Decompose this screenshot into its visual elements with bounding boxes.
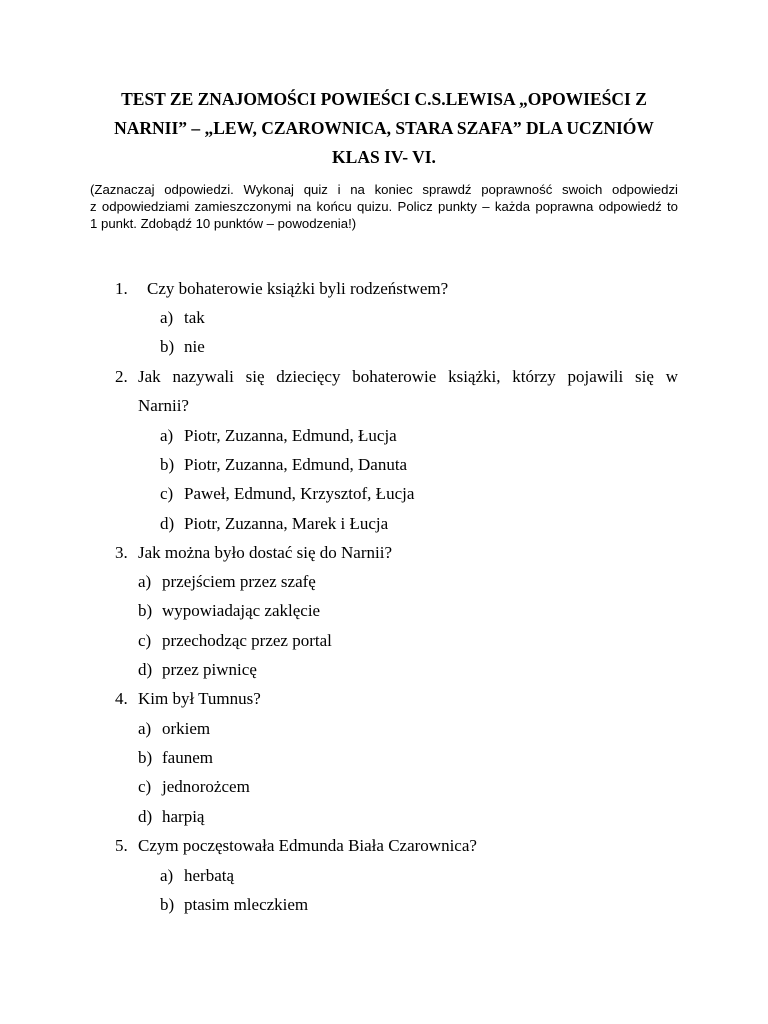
instructions-line-1: (Zaznaczaj odpowiedzi. Wykonaj quiz i na koniec sprawdź poprawność swoich odpowiedzi	[90, 182, 678, 197]
question-text-line-1: Jak nazywali się dziecięcy bohaterowie książki, którzy pojawili się w	[138, 367, 678, 386]
option-text: Piotr, Zuzanna, Edmund, Danuta	[184, 455, 408, 474]
option-text: Piotr, Zuzanna, Marek i Łucja	[184, 514, 389, 533]
question-text: Kim był Tumnus?	[138, 689, 261, 708]
option-letter: a)	[138, 719, 152, 738]
option-text: przez piwnicę	[162, 660, 257, 679]
option-letter: b)	[138, 601, 153, 620]
title-line-3: KLAS IV- VI.	[332, 147, 436, 167]
instructions-line-2: z odpowiedziami zamieszczonymi na końcu quizu. Policz punkty – każda poprawna odpowiedź to	[90, 199, 678, 214]
option-text: nie	[184, 337, 205, 356]
option-text: orkiem	[162, 719, 211, 738]
option-letter: a)	[160, 866, 174, 885]
question-number: 1.	[115, 279, 128, 298]
option-text: Piotr, Zuzanna, Edmund, Łucja	[184, 426, 397, 445]
option-letter: d)	[160, 514, 175, 533]
option-text: jednorożcem	[162, 777, 250, 796]
question-number: 2.	[115, 367, 128, 386]
option-text: herbatą	[184, 866, 235, 885]
document-title	[90, 85, 678, 172]
option-letter: d)	[138, 807, 153, 826]
title-line-1: TEST ZE ZNAJOMOŚCI POWIEŚCI C.S.LEWISA „OPOWIEŚCI Z	[121, 89, 647, 109]
option-text: przechodząc przez portal	[162, 631, 332, 650]
question-number: 5.	[115, 836, 128, 855]
question-text: Czym poczęstowała Edmunda Biała Czarownica?	[138, 836, 477, 855]
option-letter: c)	[138, 631, 152, 650]
title-line-2: NARNII” – „LEW, CZAROWNICA, STARA SZAFA” DLA UCZNIÓW	[114, 118, 654, 138]
question-number: 3.	[115, 543, 128, 562]
option-letter: b)	[160, 455, 175, 474]
option-letter: a)	[160, 426, 174, 445]
option-text: Paweł, Edmund, Krzysztof, Łucja	[184, 484, 415, 503]
option-text: ptasim mleczkiem	[184, 895, 309, 914]
option-text: tak	[184, 308, 205, 327]
question-number: 4.	[115, 689, 128, 708]
question-text: Czy bohaterowie książki byli rodzeństwem?	[147, 279, 449, 298]
option-letter: b)	[138, 748, 153, 767]
instructions-paragraph	[90, 181, 678, 232]
option-text: faunem	[162, 748, 213, 767]
option-text: wypowiadając zaklęcie	[162, 601, 321, 620]
option-letter: c)	[160, 484, 174, 503]
option-letter: b)	[160, 895, 175, 914]
option-letter: a)	[138, 572, 152, 591]
option-text: przejściem przez szafę	[162, 572, 316, 591]
option-letter: b)	[160, 337, 175, 356]
option-letter: d)	[138, 660, 153, 679]
option-letter: a)	[160, 308, 174, 327]
document-page: TEST ZE ZNAJOMOŚCI POWIEŚCI C.S.LEWISA „OPOWIEŚCI Z NARNII” – „LEW, CZAROWNICA, STARA SZAFA” DLA UCZNIÓW KLAS IV- VI. (Zaznaczaj odpowiedzi. Wykonaj quiz i na koniec sprawdź poprawność swoich odpowiedzi z odpowiedziami zamieszczonymi na końcu quizu. Policz punkty – każda poprawna odpowiedź to 1 punkt. Zdobądź 10 punktów – powodzenia!) 1. Czy bohaterowie książki byli rodzeństwem? a) tak b) nie 2. Jak nazywali się dziecięcy bohaterowie książki, którzy pojawili się w Narnii? a) Piotr, Zuzanna, Edmund, Łucja b) Piotr, Zuzanna, Edmund, Danuta c) Paweł, Edmund, Krzysztof, Łucja d) Piotr, Zuzanna, Marek i Łucja 3. Jak można było dostać się do Narnii? a) przejściem przez szafę b) wypowiadając zaklęcie c) przechodząc przez portal d) przez piwnicę 4. Kim był Tumnus? a) orkiem b) faunem c) jednorożcem d) harpią 5. Czym poczęstowała Edmunda Biała Czarownica? a) herbatą b) ptasim mleczkiem	[0, 0, 768, 1024]
option-text: harpią	[162, 807, 205, 826]
instructions-line-3: 1 punkt. Zdobądź 10 punktów – powodzenia!)	[90, 216, 357, 231]
question-text: Jak można było dostać się do Narnii?	[138, 543, 392, 562]
option-letter: c)	[138, 777, 152, 796]
